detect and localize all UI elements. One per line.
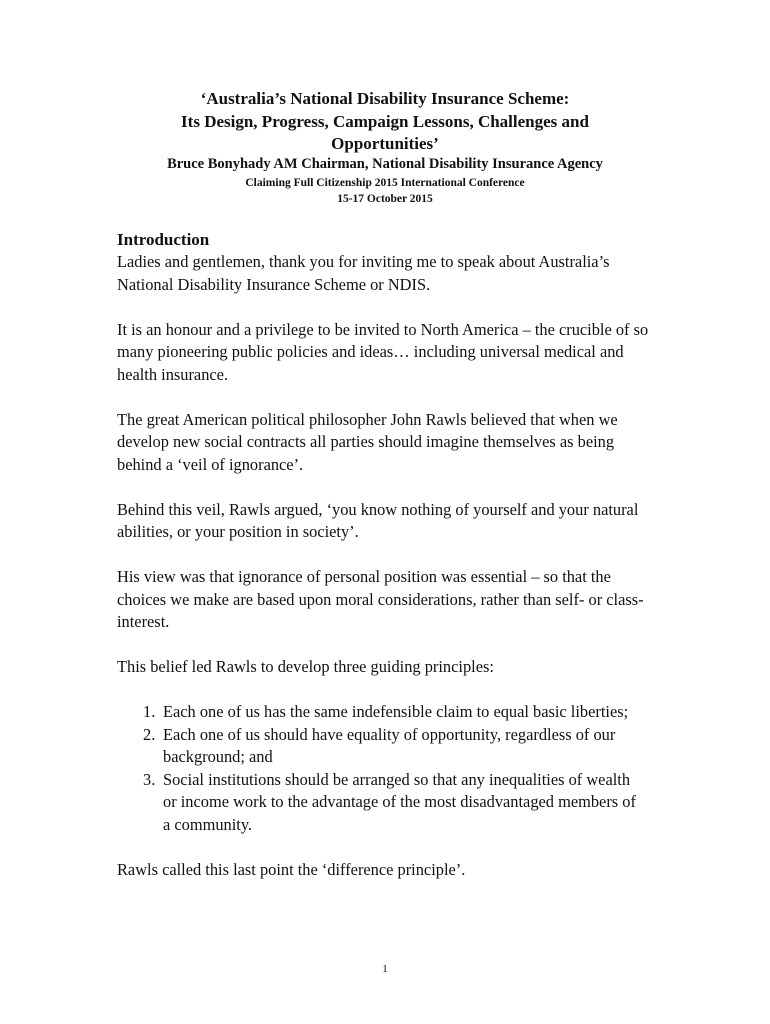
paragraph: Ladies and gentlemen, thank you for inviting me to speak about Australia’s National Disability Insurance Scheme or NDIS. (117, 252, 610, 294)
paragraph: Behind this veil, Rawls argued, ‘you know nothing of yourself and your natural abilities, or your position in society’. (117, 499, 639, 541)
list-item-text: Each one of us should have equality of opportunity, regardless of our background; and (163, 724, 616, 766)
list-item-text: Social institutions should be arranged so that any inequalities of wealth or income work to the advantage of the most disadvantaged members of a community. (163, 769, 636, 834)
paragraph: The great American political philosopher John Rawls believed that when we develop new social contracts all parties should imagine themselves as being behind a ‘veil of ignorance’. (117, 409, 618, 474)
list-number: 3. (143, 769, 156, 789)
section-heading: Introduction (117, 230, 210, 249)
author-line: Bruce Bonyhady AM Chairman, National Disability Insurance Agency (167, 156, 603, 172)
paragraph: It is an honour and a privilege to be invited to North America – the crucible of so many pioneering public policies and ideas… including universal medical and health insurance. (117, 319, 649, 384)
paragraph: This belief led Rawls to develop three guiding principles: (117, 657, 494, 676)
title-line-3: Opportunities’ (331, 134, 439, 153)
list-item (117, 769, 657, 837)
paragraph: His view was that ignorance of personal position was essential – so that the choices we make are based upon moral considerations, rather than self- or class-interest. (117, 567, 644, 631)
list-item (117, 701, 657, 724)
page-number: 1 (382, 963, 388, 975)
document-title (150, 88, 620, 156)
list-number: 1. (143, 702, 156, 721)
document-body (117, 229, 657, 904)
list-item (117, 724, 657, 769)
dates-line: 15-17 October 2015 (337, 193, 433, 205)
conference-line: Claiming Full Citizenship 2015 International Conference (245, 177, 525, 189)
title-line-1: ‘Australia’s National Disability Insurance Scheme: (200, 89, 570, 108)
title-line-2: Its Design, Progress, Campaign Lessons, Challenges and (181, 111, 589, 131)
list-number: 2. (143, 724, 156, 744)
closing-paragraph: Rawls called this last point the ‘difference principle’. (117, 859, 466, 879)
principles-list (117, 701, 657, 836)
list-item-text: Each one of us has the same indefensible claim to equal basic liberties; (163, 702, 629, 721)
